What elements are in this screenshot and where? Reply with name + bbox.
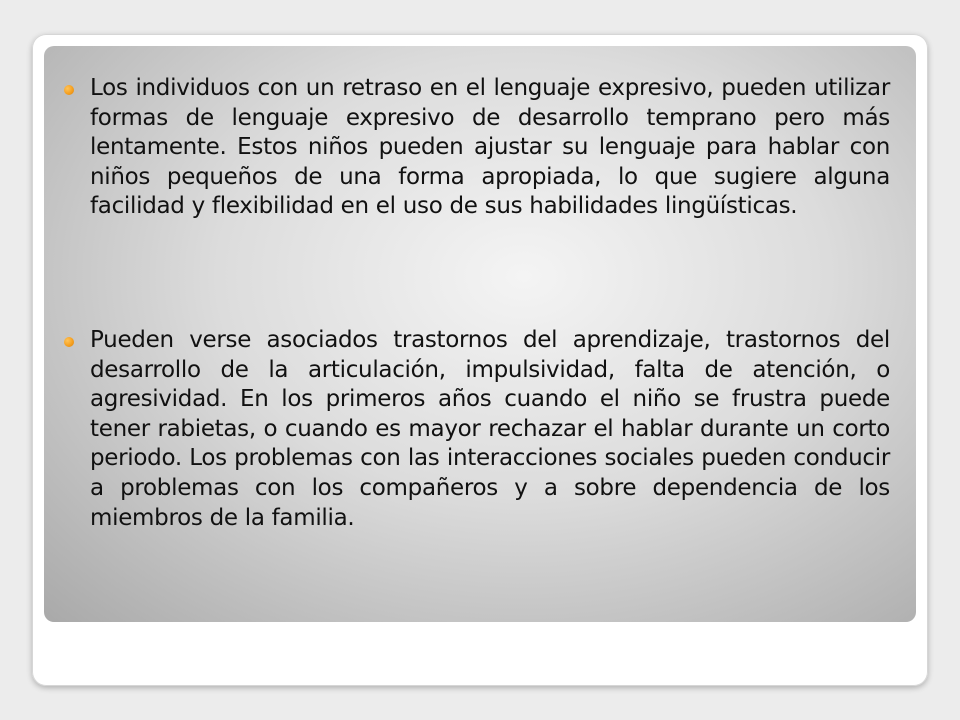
bullet-text: Los individuos con un retraso en el lenguaje expresivo, pueden utilizar formas de lenguaje expresivo de desarrollo temprano pero más lentamente. Estos niños pueden ajustar su lenguaje para hablar con niños pequeños de una forma apropiada, lo que sugiere alguna facilidad y flexibilidad en el uso de sus habilidades lingüísticas.	[90, 75, 890, 220]
bullet-item	[90, 326, 890, 533]
bullet-item	[90, 74, 890, 222]
bullet-dot-icon	[64, 337, 74, 347]
content-panel	[44, 46, 916, 622]
bullet-dot-icon	[64, 85, 74, 95]
bullet-text: Pueden verse asociados trastornos del aprendizaje, trastornos del desarrollo de la articulación, impulsividad, falta de atención, o agresividad. En los primeros años cuando el niño se frustra puede tener rabietas, o cuando es mayor rechazar el hablar durante un corto periodo. Los problemas con las interacciones sociales pueden conducir a problemas con los compañeros y a sobre dependencia de los miembros de la familia.	[90, 327, 890, 531]
